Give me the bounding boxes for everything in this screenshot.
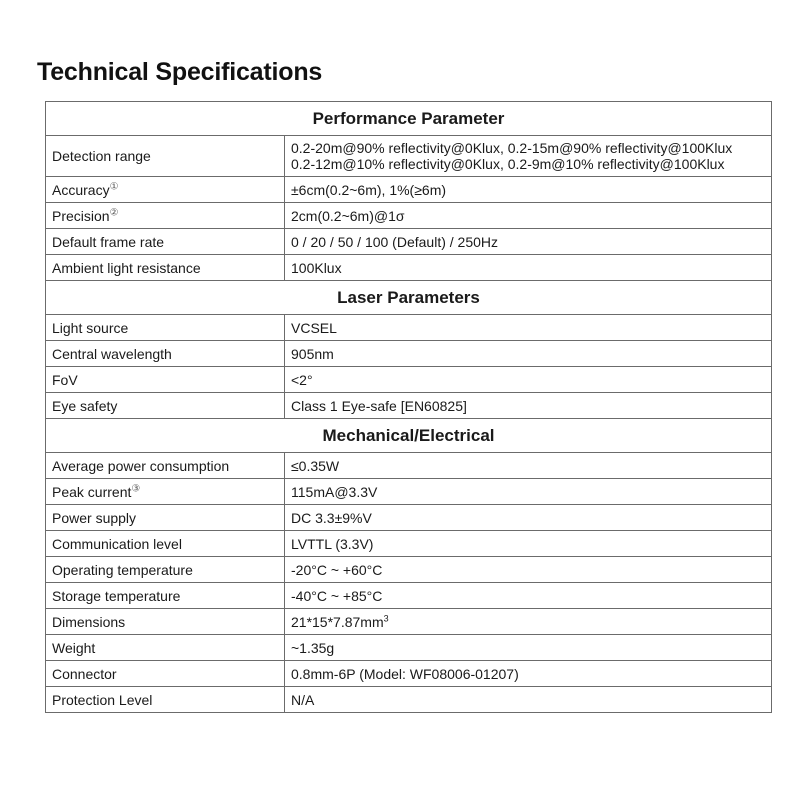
section-title-mechanical: Mechanical/Electrical: [46, 419, 772, 453]
row-label: Protection Level: [46, 687, 285, 713]
row-value: <2°: [285, 367, 772, 393]
row-label: Ambient light resistance: [46, 255, 285, 281]
row-value: 0 / 20 / 50 / 100 (Default) / 250Hz: [285, 229, 772, 255]
table-row: [46, 635, 772, 661]
row-value: -40°C ~ +85°C: [285, 583, 772, 609]
row-label: [46, 203, 285, 229]
spec-table: [45, 101, 772, 713]
row-value: 100Klux: [285, 255, 772, 281]
table-row: [46, 341, 772, 367]
row-label: Average power consumption: [46, 453, 285, 479]
row-label: Dimensions: [46, 609, 285, 635]
row-label: Light source: [46, 315, 285, 341]
row-value: N/A: [285, 687, 772, 713]
table-row: [46, 557, 772, 583]
dimensions-value: 21*15*7.87mm: [291, 613, 384, 630]
section-title-laser: Laser Parameters: [46, 281, 772, 315]
row-value: 115mA@3.3V: [285, 479, 772, 505]
row-value: 0.8mm-6P (Model: WF08006-01207): [285, 661, 772, 687]
table-row: [46, 315, 772, 341]
section-header-laser: [46, 281, 772, 315]
table-row: [46, 453, 772, 479]
row-value: 2cm(0.2~6m)@1σ: [285, 203, 772, 229]
row-label: [46, 177, 285, 203]
row-value: 905nm: [285, 341, 772, 367]
table-row: [46, 367, 772, 393]
row-label: Weight: [46, 635, 285, 661]
peak-current-label: Peak current: [52, 483, 132, 500]
row-value: ~1.35g: [285, 635, 772, 661]
footnote-marker: ③: [131, 482, 141, 494]
table-row: [46, 479, 772, 505]
row-value: Class 1 Eye-safe [EN60825]: [285, 393, 772, 419]
footnote-marker: ②: [109, 206, 119, 218]
row-value: ±6cm(0.2~6m), 1%(≥6m): [285, 177, 772, 203]
table-row: [46, 177, 772, 203]
row-label: [46, 479, 285, 505]
row-label: Power supply: [46, 505, 285, 531]
row-label: Communication level: [46, 531, 285, 557]
table-row: [46, 609, 772, 635]
table-row: [46, 583, 772, 609]
row-value: -20°C ~ +60°C: [285, 557, 772, 583]
table-row: [46, 136, 772, 177]
row-value: [285, 136, 772, 177]
row-label: Eye safety: [46, 393, 285, 419]
row-label: FoV: [46, 367, 285, 393]
row-value: VCSEL: [285, 315, 772, 341]
section-title-performance: Performance Parameter: [46, 102, 772, 136]
table-row: [46, 661, 772, 687]
row-label: Default frame rate: [46, 229, 285, 255]
page-title: Technical Specifications: [37, 58, 323, 86]
row-value: DC 3.3±9%V: [285, 505, 772, 531]
dimensions-exponent: 3: [383, 612, 389, 623]
row-label: Storage temperature: [46, 583, 285, 609]
accuracy-label: Accuracy: [52, 181, 110, 198]
table-row: [46, 393, 772, 419]
table-row: [46, 255, 772, 281]
row-label: Detection range: [46, 136, 285, 177]
detection-range-line-2: 0.2-12m@10% reflectivity@0Klux, 0.2-9m@10% reflectivity@100Klux: [291, 156, 725, 172]
detection-range-line-1: 0.2-20m@90% reflectivity@0Klux, 0.2-15m@90% reflectivity@100Klux: [291, 140, 733, 156]
row-value: ≤0.35W: [285, 453, 772, 479]
table-row: [46, 203, 772, 229]
section-header-mechanical: [46, 419, 772, 453]
precision-label: Precision: [52, 207, 110, 224]
row-label: Connector: [46, 661, 285, 687]
section-header-performance: [46, 102, 772, 136]
table-row: [46, 531, 772, 557]
table-row: [46, 687, 772, 713]
row-value: LVTTL (3.3V): [285, 531, 772, 557]
row-label: Operating temperature: [46, 557, 285, 583]
table-row: [46, 229, 772, 255]
row-value: [285, 609, 772, 635]
row-label: Central wavelength: [46, 341, 285, 367]
footnote-marker: ①: [109, 180, 119, 192]
table-row: [46, 505, 772, 531]
